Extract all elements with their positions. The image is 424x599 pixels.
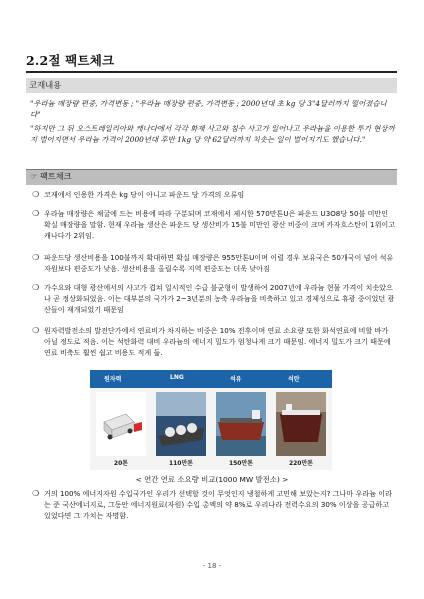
bullet-4	[32, 282, 396, 316]
figure-col-coal	[272, 388, 330, 470]
figure-col-lng	[152, 388, 210, 470]
lng-tanker-photo	[156, 392, 206, 456]
fuel-comparison-figure	[90, 370, 332, 470]
bullet-3-text: 파운드당 생산비용을 100불까지 확대하면 확실 매장량은 955만톤U이며 이럴 경우 보유국은 50개국이 넘어 석유자원보다 편중도가 낮음. 생산비용을 올릴수록 지역 편중도는 더욱 낮아짐	[44, 253, 394, 274]
figure-header	[90, 370, 332, 388]
quote-2: "하지만 그 뒤 오스트레일리아와 캐나다에서 각각 화재 사고와 침수 사고가 일어나고 우라늄을 이용한 투기 현상까지 벌어지면서 우라늄 가격이 2000년대 후반 1kg 당 약 62달러까지 치솟는 일이 벌어지기도 했습니다."	[30, 124, 395, 144]
bullet-6	[32, 488, 396, 522]
bullet-3	[32, 252, 396, 274]
figure-col-nuclear	[92, 388, 150, 470]
circle-bullet-icon: ❍	[32, 283, 40, 292]
figure-value-oil: 150만톤	[228, 460, 254, 467]
figure-caption: < 연간 연료 소요량 비교(1000 MW 발전소) >	[135, 475, 289, 484]
content-box-label: 코재내용	[29, 80, 62, 90]
oil-tanker-photo	[216, 392, 266, 456]
bullet-5-text: 원자력발전소의 발전단가에서 연료비가 차지하는 비중은 10% 전후이며 연료 소요량 또한 화석연료에 비할 바가 아닐 정도로 적음. 이는 석탄화력 대비 우라늄의 에너지 밀도가 엄청나게 크기 때문임. 에너지 밀도가 크기 때문에 연료 비축도 훨씬 쉽고 비용도 적게 듦.	[44, 326, 391, 358]
figure-col-label-lng: LNG	[170, 374, 184, 381]
quote-1: "우라늄 매장량 편중, 가격변동 ; "우라늄 매장량 편중, 가격변동 ; 2000년대 초 kg 당 3"4달러까지 떨어졌습니다"	[30, 99, 387, 119]
circle-bullet-icon: ❍	[32, 489, 40, 498]
section-title: 2.2절 팩트체크	[26, 53, 115, 68]
bullet-1-text: 코재에서 인용한 가격은 kg 당이 아니고 파운드 당 가격의 오류임	[44, 190, 245, 199]
factcheck-box-label: ☞ 팩트체크	[30, 171, 72, 181]
bullet-1	[32, 189, 396, 200]
bullet-5	[32, 325, 396, 359]
content-box-header	[26, 78, 397, 93]
bullet-2-text: 우라늄 매장량은 채굴에 드는 비용에 따라 구분되며 코재에서 제시한 570만톤U은 파운드 U3O8당 50불 미만인 확실 매장량을 말함. 현재 우라늄 생산은 파운드 당 생산비가 15불 미만인 광산 비중이 크며 카자흐스탄이 1위이고 캐나다가 2위임.	[44, 209, 396, 241]
figure-col-label-coal: 석탄	[288, 376, 300, 383]
bullet-2	[32, 208, 396, 242]
figure-value-lng: 110만톤	[168, 460, 194, 467]
bullet-6-text: 거의 100% 에너지자원 수입국가인 우리가 선택할 것이 무엇인지 냉철하게 고민해 보았는지? 그나마 우라늄 이라는 준 국산에너지로, 그동안 에너지원료(자원) 수입 총액의 약 8%로 우리나라 전력수요의 30% 이상을 공급하고 있었다면 그 가치는 자명함.	[44, 489, 393, 521]
truck-icon	[96, 392, 146, 456]
circle-bullet-icon: ❍	[32, 209, 40, 218]
bullet-4-text: 가수요와 대형 광산에서의 사고가 겹쳐 일시적인 수급 불균형이 발생하여 2007년에 우라늄 현물 가격이 치솟았으나 곧 정상화되었음. 이는 대부분의 국가가 2~3년분의 농축 우라늄을 비축하고 있고 경제성으로 휴광 중이었던 광산들이 재개되었기 때문임	[44, 283, 395, 315]
figure-value-nuclear: 20톤	[113, 460, 129, 467]
figure-col-label-oil: 석유	[230, 376, 242, 383]
page-number: - 18 -	[202, 562, 222, 570]
coal-carrier-photo	[276, 392, 326, 456]
circle-bullet-icon: ❍	[32, 190, 40, 199]
figure-value-coal: 220만톤	[288, 460, 314, 467]
factcheck-box-header	[26, 169, 397, 185]
title-rule	[26, 71, 397, 73]
figure-col-oil	[212, 388, 270, 470]
circle-bullet-icon: ❍	[32, 253, 40, 262]
circle-bullet-icon: ❍	[32, 326, 40, 335]
figure-col-label-nuclear: 원자력	[104, 376, 122, 383]
